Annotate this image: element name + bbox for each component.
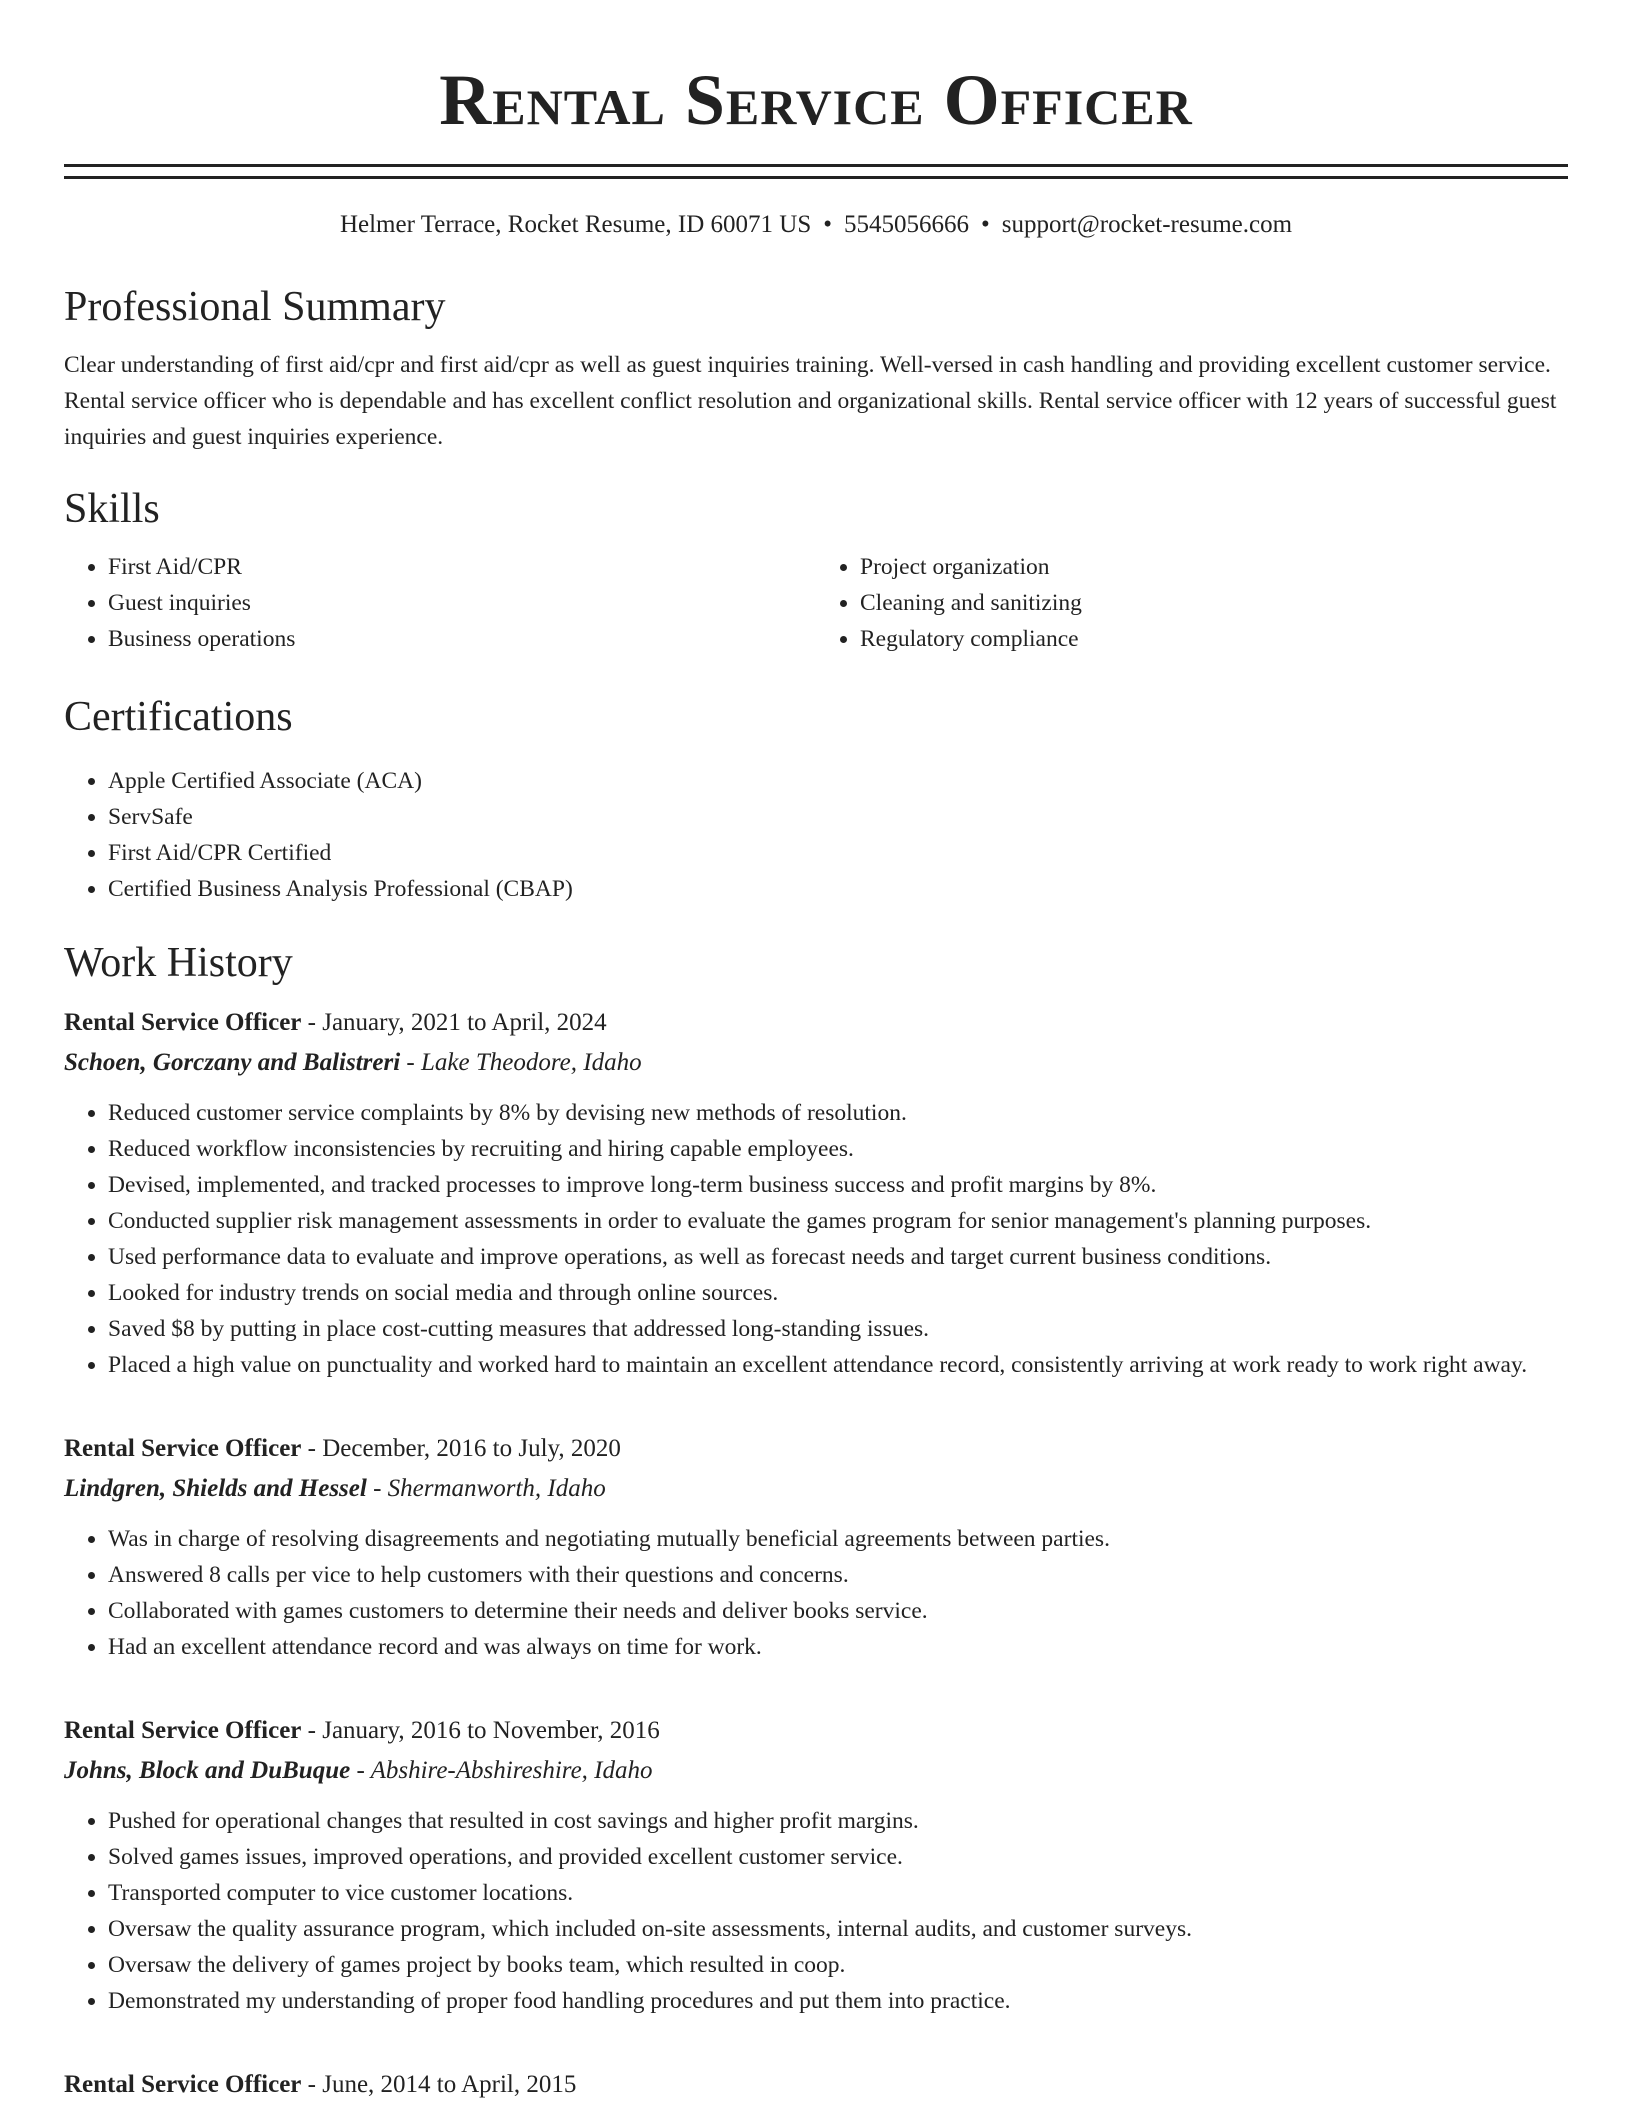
job-title-line [64,1711,1568,1751]
job-dates: December, 2016 to July, 2020 [322,1435,621,1462]
job-bullet: • Collaborated with games customers to determine their needs and deliver books service. [108,1593,1568,1629]
dash: - [366,1475,388,1502]
employer-name: Schoen, Gorczany and Balistreri [64,1049,401,1076]
job-bullet: • Had an excellent attendance record and was always on time for work. [108,1629,1568,1665]
employer-name: Johns, Block and DuBuque [64,1757,351,1784]
summary-text: Clear understanding of first aid/cpr and first aid/cpr as well as guest inquiries training. Well-versed in cash handling and providing excellent customer service. Rental service officer who is dependable and has excellent conflict resolution and organizational skills. Rental service officer with 12 years of successful guest inquiries and guest inquiries experience. [64,352,1557,450]
certification-item: • ServSafe [108,799,1568,835]
job-entry [64,1429,1568,1665]
employer-line [64,1469,1568,1509]
employer-location: Shermanworth, Idaho [387,1475,606,1502]
job-entry [64,1711,1568,2019]
employer-line [64,1751,1568,1791]
skills-heading: Skills [64,486,160,532]
job-bullet: • Placed a high value on punctuality and worked hard to maintain an excellent attendance record, consistently arriving at work ready to work right away. [108,1347,1568,1383]
contact-email: support@rocket-resume.com [1001,211,1293,238]
job-bullet: • Looked for industry trends on social media and through online sources. [108,1275,1568,1311]
certification-item: • First Aid/CPR Certified [108,835,1568,871]
skill-item: • First Aid/CPR [108,549,816,585]
skill-item: • Business operations [108,621,816,657]
dash: - [301,1009,323,1036]
dash: - [301,1435,323,1462]
job-entry [64,2065,1568,2105]
skills-list-right [816,549,1568,657]
job-title-line [64,1003,1568,1043]
skill-item: • Cleaning and sanitizing [860,585,1568,621]
skills-list-left [64,549,816,657]
certifications-heading: Certifications [64,694,293,740]
job-bullet: • Oversaw the quality assurance program, which included on-site assessments, internal audits, and customer surveys. [108,1911,1568,1947]
job-bullets [64,1521,1568,1665]
job-dates: January, 2016 to November, 2016 [322,1717,660,1744]
header-double-rule [64,164,1568,179]
certifications-list [64,763,1568,907]
contact-line [64,207,1568,243]
job-bullet: • Reduced customer service complaints by 8% by devising new methods of resolution. [108,1095,1568,1131]
job-bullets [64,1803,1568,2019]
job-bullet: • Demonstrated my understanding of proper food handling procedures and put them into practice. [108,1983,1568,2019]
candidate-name: Rental Service Officer [439,60,1193,140]
job-role: Rental Service Officer [64,1717,302,1744]
job-bullet: • Was in charge of resolving disagreements and negotiating mutually beneficial agreements between parties. [108,1521,1568,1557]
skill-item: • Regulatory compliance [860,621,1568,657]
job-bullet: • Pushed for operational changes that resulted in cost savings and higher profit margins. [108,1803,1568,1839]
job-bullet: • Transported computer to vice customer locations. [108,1875,1568,1911]
skill-item: • Project organization [860,549,1568,585]
employer-location: Abshire-Abshireshire, Idaho [370,1757,653,1784]
certification-item: • Certified Business Analysis Professional (CBAP) [108,871,1568,907]
job-bullet: • Reduced workflow inconsistencies by recruiting and hiring capable employees. [108,1131,1568,1167]
job-bullets [64,1095,1568,1383]
job-bullet: • Solved games issues, improved operations, and provided excellent customer service. [108,1839,1568,1875]
dash: - [301,2071,323,2098]
contact-separator: • [980,211,990,238]
job-bullet: • Devised, implemented, and tracked processes to improve long-term business success and profit margins by 8%. [108,1167,1568,1203]
dash: - [350,1757,371,1784]
job-role: Rental Service Officer [64,2071,302,2098]
contact-phone: 5545056666 [843,211,969,238]
skills-columns [64,549,1568,657]
employer-name: Lindgren, Shields and Hessel [64,1475,367,1502]
contact-address: Helmer Terrace, Rocket Resume, ID 60071 US [339,211,812,238]
certification-item: • Apple Certified Associate (ACA) [108,763,1568,799]
job-bullet: • Saved $8 by putting in place cost-cutting measures that addressed long-standing issues. [108,1311,1568,1347]
job-role: Rental Service Officer [64,1009,302,1036]
job-dates: June, 2014 to April, 2015 [322,2071,577,2098]
dash: - [301,1717,323,1744]
job-dates: January, 2021 to April, 2024 [322,1009,607,1036]
job-bullet: • Oversaw the delivery of games project by books team, which resulted in coop. [108,1947,1568,1983]
employer-line [64,1043,1568,1083]
job-role: Rental Service Officer [64,1435,302,1462]
summary-heading: Professional Summary [64,284,446,330]
resume-page [64,0,1568,2105]
job-entry [64,1003,1568,1383]
job-title-line [64,1429,1568,1469]
skill-item: • Guest inquiries [108,585,816,621]
job-bullet: • Conducted supplier risk management assessments in order to evaluate the games program for senior management's planning purposes. [108,1203,1568,1239]
contact-separator: • [823,211,832,238]
job-bullet: • Answered 8 calls per vice to help customers with their questions and concerns. [108,1557,1568,1593]
job-title-line [64,2065,1568,2105]
job-bullet: • Used performance data to evaluate and improve operations, as well as forecast needs and target current business conditions. [108,1239,1568,1275]
employer-location: Lake Theodore, Idaho [421,1049,642,1076]
work-history-heading: Work History [64,940,293,986]
dash: - [400,1049,421,1076]
